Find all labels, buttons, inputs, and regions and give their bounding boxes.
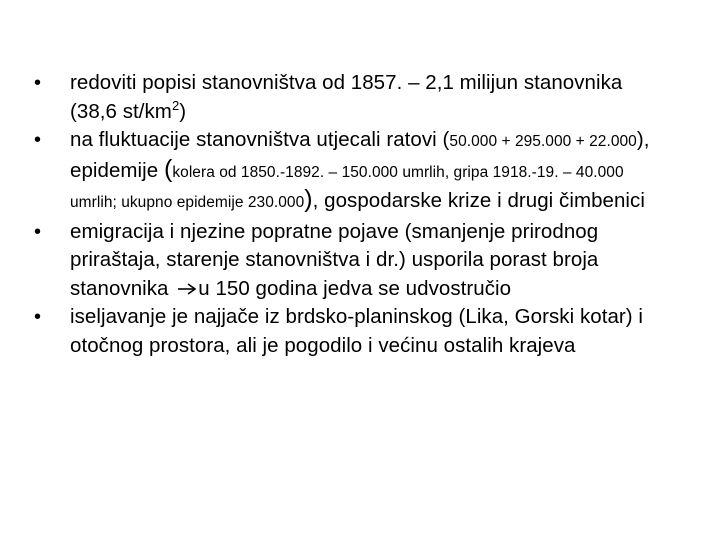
bullet-text: u 150 godina jedva se udvostručio: [198, 276, 512, 300]
bullet-text: na fluktuacije stanovništva utjecali ratovi (: [70, 128, 450, 151]
bullet-item-census: [34, 69, 674, 126]
bullet-text: ): [179, 99, 187, 123]
war-casualties-text: 50.000 + 295.000 + 22.000: [449, 133, 637, 150]
bullet-text: iseljavanje je najjače iz brdsko-planinskog (Lika, Gorski kotar) i otočnog prostora, ali je pogodilo i većinu ostalih krajeva: [70, 305, 643, 357]
bullet-marker: •: [34, 220, 42, 243]
bullet-list: [34, 69, 674, 360]
bullet-item-outmigration: [34, 303, 674, 360]
arrow-right-icon: [177, 283, 197, 295]
paren-close: ): [304, 185, 313, 213]
bullet-text: ), epidemije: [70, 128, 650, 182]
paren-open: (: [163, 154, 173, 183]
bullet-marker: •: [34, 129, 42, 151]
bullet-text: , gospodarske krize i drugi čimbenici: [312, 189, 645, 212]
superscript: 2: [171, 97, 180, 113]
epidemic-details-text: kolera od 1850.-1892. – 150.000 umrlih, gripa 1918.-19. – 40.000 umrlih; ukupno epidemije 230.000: [70, 163, 624, 211]
bullet-item-fluctuations: [34, 126, 674, 218]
bullet-marker: •: [34, 306, 42, 328]
bullet-item-emigration: [34, 218, 674, 304]
bullet-marker: •: [34, 72, 42, 94]
bullet-text: redoviti popisi stanovništva od 1857. – 2,1 milijun stanovnika (38,6 st/km: [70, 71, 623, 123]
bullet-text: emigracija i njezine popratne pojave (smanjenje prirodnog priraštaja, starenje stanovništva i dr.) usporila porast broja stanovnika: [70, 219, 599, 300]
